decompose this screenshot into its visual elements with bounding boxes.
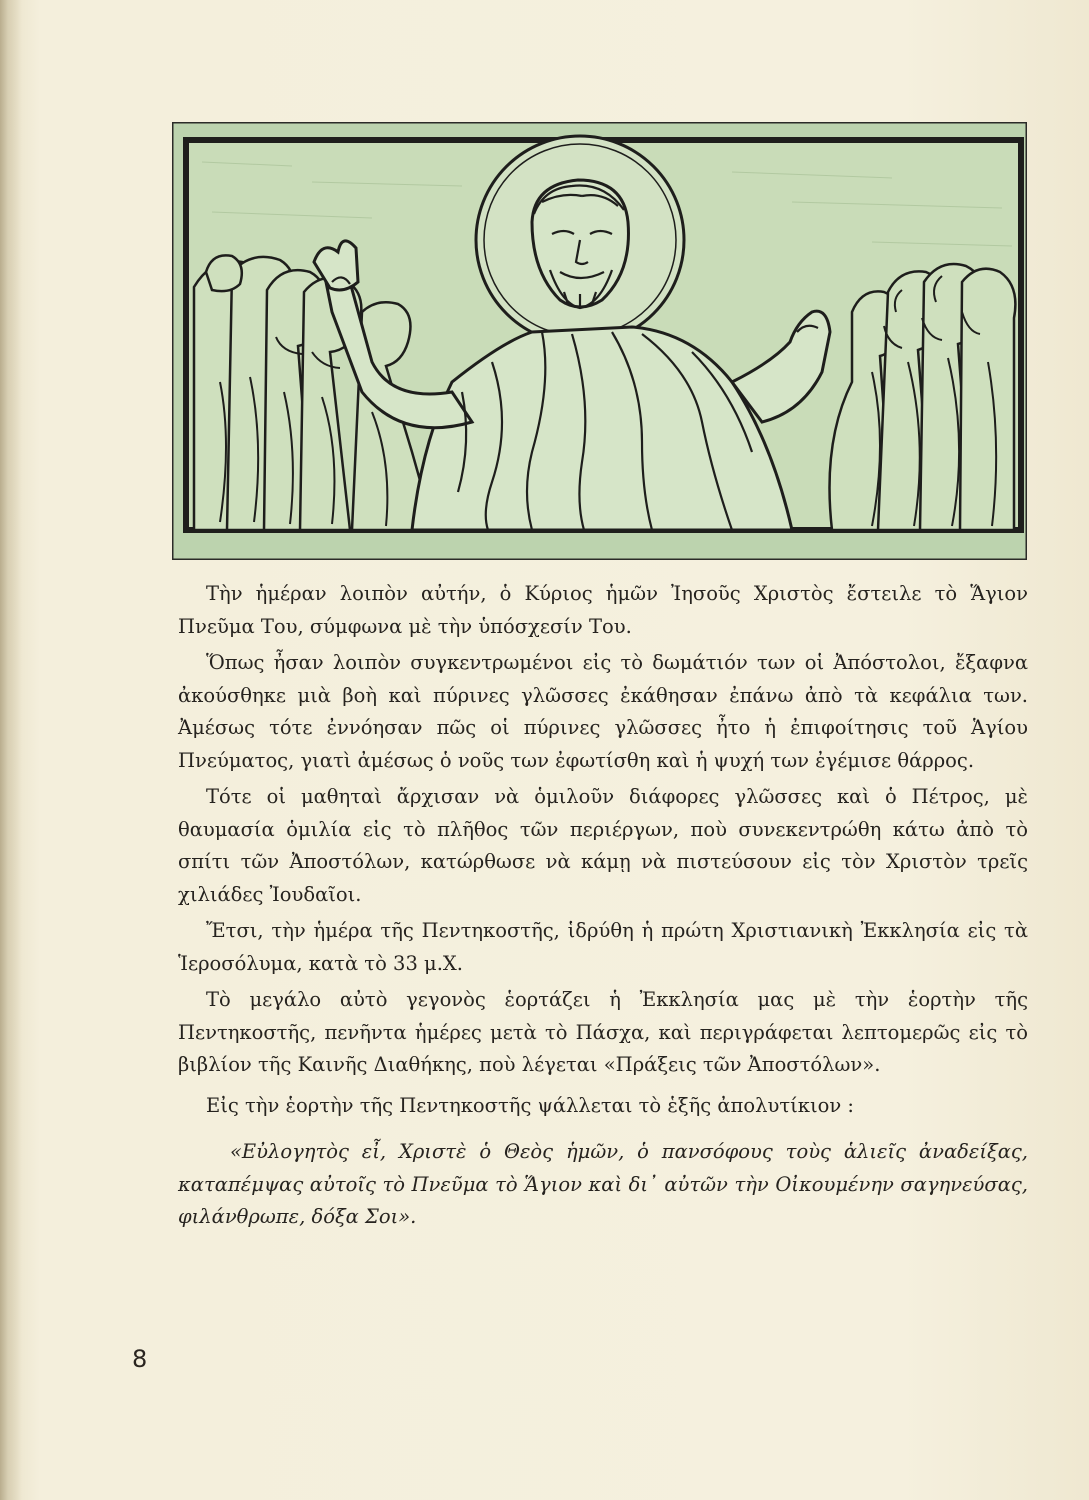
paragraph-2: Ὅπως ἦσαν λοιπὸν συγκεντρωμένοι εἰς τὸ δωμάτιόν των οἱ Ἀπόστολοι, ἔξαφνα ἀκούσθηκε μιὰ βοὴ καὶ πύρινες γλῶσσες ἐκάθησαν ἐπάνω ἀπὸ τὰ κεφάλια των. Ἀμέσως τότε ἐννόησαν πῶς οἱ πύρινες γλῶσσες ἦτο ἡ ἐπιφοίτησις τοῦ Ἁγίου Πνεύματος, γιατὶ ἀμέσως ὁ νοῦς των ἐφωτίσθη καὶ ἡ ψυχή των ἐγέμισε θάρρος. <box>178 651 1028 772</box>
pentecost-illustration <box>172 122 1027 560</box>
paragraph-5: Τὸ μεγάλο αὐτὸ γεγονὸς ἑορτάζει ἡ Ἐκκλησία μας μὲ τὴν ἑορτὴν τῆς Πεντηκοστῆς, πενῆντα ἡμέρες μετὰ τὸ Πάσχα, καὶ περιγράφεται λεπτομερῶς εἰς τὸ βιβλίον τῆς Καινῆς Διαθήκης, ποὺ λέγεται «Πράξεις τῶν Ἀποστόλων». <box>178 988 1028 1076</box>
main-text <box>178 578 1028 1234</box>
paragraph-3: Τότε οἱ μαθηταὶ ἄρχισαν νὰ ὁμιλοῦν διάφορες γλῶσσες καὶ ὁ Πέτρος, μὲ θαυμασία ὁμιλία εἰς τὸ πλῆθος τῶν περιέργων, ποὺ συνεκεντρώθη κάτω ἀπὸ τὸ σπίτι τῶν Ἀποστόλων, κατώρθωσε νὰ κάμῃ νὰ πιστεύσουν εἰς τὸν Χριστὸν τρεῖς χιλιάδες Ἰουδαῖοι. <box>178 785 1028 906</box>
apolytikion-hymn: «Εὐλογητὸς εἶ, Χριστὲ ὁ Θεὸς ἡμῶν, ὁ πανσόφους τοὺς ἁλιεῖς ἀναδείξας, καταπέμψας αὐτοῖς τὸ Πνεῦμα τὸ Ἅγιον καὶ δι᾽ αὐτῶν τὴν Οἰκουμένην σαγηνεύσας, φιλάνθρωπε, δόξα Σοι». <box>178 1140 1028 1228</box>
paragraph-4: Ἔτσι, τὴν ἡμέρα τῆς Πεντηκοστῆς, ἱδρύθη ἡ πρώτη Χριστιανικὴ Ἐκκλησία εἰς τὰ Ἱεροσόλυμα, κατὰ τὸ 33 μ.Χ. <box>178 919 1028 975</box>
paragraph-1: Τὴν ἡμέραν λοιπὸν αὐτήν, ὁ Κύριος ἡμῶν Ἰησοῦς Χριστὸς ἔστειλε τὸ Ἅγιον Πνεῦμα Του, σύμφωνα μὲ τὴν ὑπόσχεσίν Του. <box>178 582 1028 638</box>
paragraph-6: Εἰς τὴν ἑορτὴν τῆς Πεντηκοστῆς ψάλλεται τὸ ἑξῆς ἀπολυτίκιον : <box>206 1093 854 1117</box>
page-binding-edge <box>0 0 22 1500</box>
page-number: 8 <box>132 1345 148 1373</box>
peter-preaching-woodcut-image <box>172 122 1027 560</box>
